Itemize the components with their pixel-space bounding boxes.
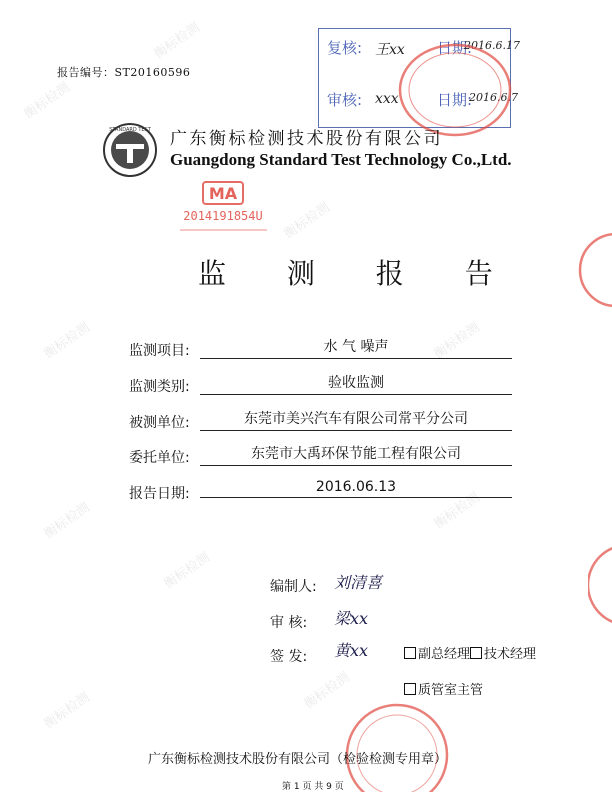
watermark: 衡标检测 [281,200,333,243]
field-label: 监测项目: [129,343,190,359]
watermark: 衡标检测 [151,20,203,63]
footer-company-seal-line: 广东衡标检测技术股份有限公司（检验检测专用章） [148,752,448,767]
field-label: 委托单位: [129,450,190,466]
option-quality-manager: 质管室主管 [418,683,484,698]
company-name-en: Guangdong Standard Test Technology Co.,Ltd. [170,150,512,169]
checkbox-quality-manager[interactable] [404,683,416,695]
quality-option [404,679,483,698]
approver-signature: 黄xx [334,641,369,660]
company-seal-stamp [342,700,452,792]
field-label: 报告日期: [129,486,190,502]
recheck-label: 复核: [327,39,363,57]
partial-stamp [588,540,612,630]
standard-test-logo [102,122,158,178]
approver-options [404,643,536,662]
reviewer-signature: 梁xx [334,609,369,628]
field-value: 验收监测 [200,372,512,395]
audit-date: 2016.6.7 [469,91,518,104]
field-label: 监测类别: [129,379,190,395]
audit-label: 审核: [327,91,363,109]
svg-text:2014191854U: 2014191854U [183,209,263,223]
date-label: 日期: [437,91,473,109]
field-value: 水 气 噪声 [200,336,512,359]
editor-signature: 刘清喜 [334,573,383,592]
partial-stamp [576,230,612,310]
option-tech-manager: 技术经理 [484,647,537,662]
company-name-cn: 广东衡标检测技术股份有限公司 [170,129,443,149]
watermark: 衡标检测 [431,320,483,363]
watermark: 衡标检测 [161,550,213,593]
field-label: 被测单位: [129,415,190,431]
document-title: 监 测 报 告 [198,257,519,290]
approver-label: 签 发: [270,649,308,665]
ma-certification-stamp [175,180,275,240]
svg-text:MA: MA [208,184,238,203]
recheck-date: 2016.6.17 [464,39,520,52]
editor-label: 编制人: [270,579,317,595]
recheck-signature: 王xx [375,42,405,58]
page-number: 第 1 页 共 9 页 [282,782,344,792]
watermark: 衡标检测 [21,80,73,123]
watermark: 衡标检测 [41,320,93,363]
report-number: 报告编号：ST20160596 [57,66,191,79]
field-value: 东莞市大禹环保节能工程有限公司 [200,443,512,466]
audit-signature: xxx [375,91,399,107]
date-label: 日期: [437,39,473,57]
checkbox-tech-manager[interactable] [470,647,482,659]
svg-text:STANDARD TEST: STANDARD TEST [109,127,151,133]
option-deputy-gm: 副总经理 [418,647,471,662]
watermark: 衡标检测 [431,490,483,533]
field-value: 2016.06.13 [200,479,512,498]
checkbox-deputy-gm[interactable] [404,647,416,659]
field-value: 东莞市美兴汽车有限公司常平分公司 [200,408,512,431]
reviewer-label: 审 核: [270,615,308,631]
watermark: 衡标检测 [301,670,353,713]
watermark: 衡标检测 [41,500,93,543]
watermark: 衡标检测 [41,690,93,733]
